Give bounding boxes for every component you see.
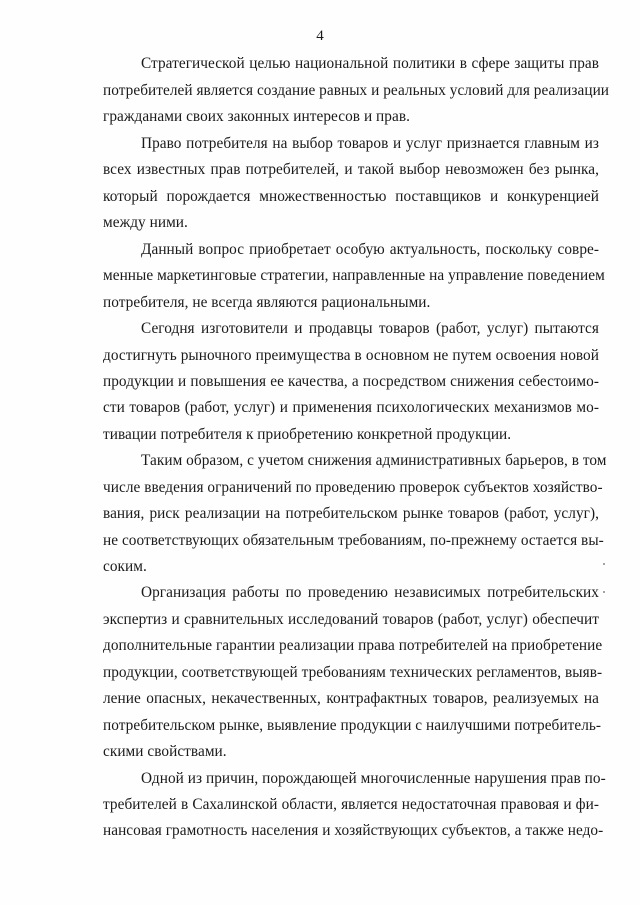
paragraph-7-line-3: нансовая грамотность населения и хозяйствующих субъектов, а также недо- <box>103 822 604 839</box>
paragraph-5-line-4: не соответствующих обязательным требованиям, по-прежнему остается вы- <box>103 532 604 549</box>
paragraph-4-line-4: сти товаров (работ, услуг) и применения психологических механизмов мо- <box>103 399 599 416</box>
paragraph-6-line-6: потребительском рынке, выявление продукции с наилучшими потребитель- <box>103 717 602 734</box>
paragraph-3-line-2: менные маркетинговые стратегии, направленные на управление поведением <box>103 267 605 284</box>
paragraph-2-line-4: между ними. <box>103 214 188 231</box>
scan-speck <box>603 563 605 565</box>
paragraph-2-line-1: Право потребителя на выбор товаров и услуг признается главным из <box>141 135 599 152</box>
paragraph-4-line-2: достигнуть рыночного преимущества в основном не путем освоения новой <box>103 347 599 364</box>
paragraph-1-line-2: потребителей является создание равных и реальных условий для реализации <box>103 82 610 99</box>
page-number: 4 <box>316 28 324 44</box>
paragraph-5-line-2: числе введения ограничений по проведению проверок субъектов хозяйство- <box>103 479 603 496</box>
paragraph-4-line-3: продукции и повышения ее качества, а посредством снижения себестоимо- <box>103 373 599 390</box>
paragraph-7-line-1: Одной из причин, порождающей многочисленные нарушения прав по- <box>141 770 606 787</box>
paragraph-4-line-1: Сегодня изготовители и продавцы товаров (работ, услуг) пытаются <box>141 320 599 337</box>
paragraph-3-line-1: Данный вопрос приобретает особую актуальность, поскольку совре- <box>141 241 599 258</box>
paragraph-2-line-2: всех известных прав потребителей, и такой выбор невозможен без рынка, <box>103 161 599 178</box>
paragraph-2-line-3: который порождается множественностью поставщиков и конкуренцией <box>103 188 599 205</box>
paragraph-7-line-2: требителей в Сахалинской области, является недостаточная правовая и фи- <box>103 796 599 813</box>
scan-speck <box>603 591 605 593</box>
paragraph-6-line-2: экспертиз и сравнительных исследований товаров (работ, услуг) обеспечит <box>103 611 599 628</box>
paragraph-6-line-1: Организация работы по проведению независимых потребительских <box>141 584 599 601</box>
paragraph-5-line-5: соким. <box>103 558 147 575</box>
paragraph-6-line-5: ление опасных, некачественных, контрафактных товаров, реализуемых на <box>103 690 599 707</box>
paragraph-6-line-3: дополнительные гарантии реализации права потребителей на приобретение <box>103 637 603 654</box>
paragraph-4-line-5: тивации потребителя к приобретению конкретной продукции. <box>103 426 512 443</box>
paragraph-1-line-3: гражданами своих законных интересов и прав. <box>103 108 410 125</box>
paragraph-1-line-1: Стратегической целью национальной политики в сфере защиты прав <box>141 55 599 72</box>
paragraph-5-line-1: Таким образом, с учетом снижения административных барьеров, в том <box>141 452 607 469</box>
paragraph-3-line-3: потребителя, не всегда являются рациональными. <box>103 294 431 311</box>
paragraph-5-line-3: вания, риск реализации на потребительском рынке товаров (работ, услуг), <box>103 505 599 522</box>
paragraph-6-line-4: продукции, соответствующей требованиям технических регламентов, выяв- <box>103 664 603 681</box>
paragraph-6-line-7: скими свойствами. <box>103 743 227 760</box>
